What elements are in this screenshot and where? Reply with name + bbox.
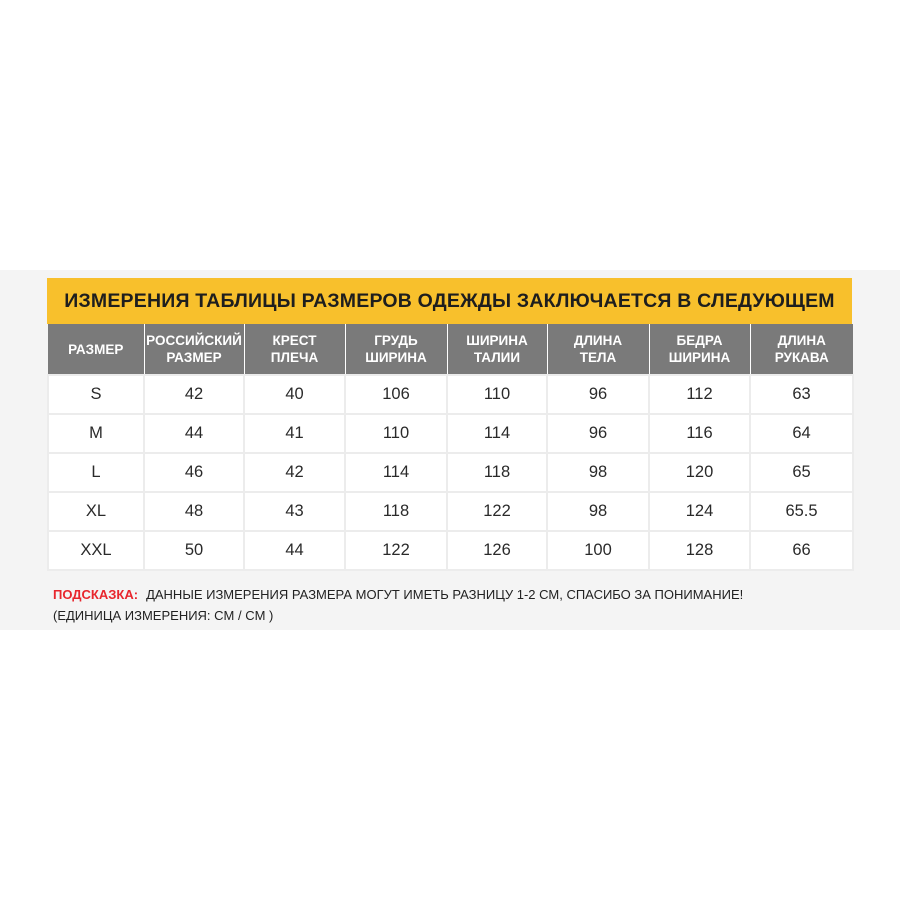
table-cell: 126	[447, 531, 547, 570]
table-cell: S	[48, 375, 144, 414]
table-cell: 96	[547, 375, 649, 414]
size-table	[47, 324, 854, 571]
table-cell: 114	[447, 414, 547, 453]
table-cell: 110	[447, 375, 547, 414]
header-waist-width: ШИРИНА ТАЛИИ	[447, 324, 547, 375]
table-row	[48, 453, 853, 492]
hint-label: ПОДСКАЗКА:	[53, 587, 139, 602]
table-header-row	[48, 324, 853, 375]
table-cell: 116	[649, 414, 750, 453]
table-cell: 100	[547, 531, 649, 570]
size-chart-title: ИЗМЕРЕНИЯ ТАБЛИЦЫ РАЗМЕРОВ ОДЕЖДЫ ЗАКЛЮЧАЕТСЯ В СЛЕДУЮЩЕМ	[47, 278, 852, 324]
table-cell: 66	[750, 531, 853, 570]
header-sleeve-length: ДЛИНА РУКАВА	[750, 324, 853, 375]
header-body-length: ДЛИНА ТЕЛА	[547, 324, 649, 375]
header-shoulder: КРЕСТ ПЛЕЧА	[244, 324, 345, 375]
table-cell: 46	[144, 453, 244, 492]
table-cell: 128	[649, 531, 750, 570]
table-cell: 106	[345, 375, 447, 414]
table-cell: 110	[345, 414, 447, 453]
hint-text: ДАННЫЕ ИЗМЕРЕНИЯ РАЗМЕРА МОГУТ ИМЕТЬ РАЗНИЦУ 1-2 СМ, СПАСИБО ЗА ПОНИМАНИЕ!	[146, 587, 744, 602]
table-cell: L	[48, 453, 144, 492]
table-cell: 118	[345, 492, 447, 531]
measurement-note	[53, 584, 743, 626]
table-cell: 114	[345, 453, 447, 492]
table-cell: 42	[144, 375, 244, 414]
table-cell: 65	[750, 453, 853, 492]
table-cell: 40	[244, 375, 345, 414]
table-row	[48, 375, 853, 414]
table-row	[48, 414, 853, 453]
table-cell: 65.5	[750, 492, 853, 531]
table-cell: 124	[649, 492, 750, 531]
table-cell: 122	[447, 492, 547, 531]
unit-line: (ЕДИНИЦА ИЗМЕРЕНИЯ: CM / CM )	[53, 608, 274, 623]
table-cell: 41	[244, 414, 345, 453]
table-cell: 118	[447, 453, 547, 492]
header-chest-width: ГРУДЬ ШИРИНА	[345, 324, 447, 375]
header-hip-width: БЕДРА ШИРИНА	[649, 324, 750, 375]
table-cell: 63	[750, 375, 853, 414]
table-cell: 96	[547, 414, 649, 453]
table-cell: XL	[48, 492, 144, 531]
table-cell: 43	[244, 492, 345, 531]
table-cell: XXL	[48, 531, 144, 570]
table-cell: 98	[547, 453, 649, 492]
table-row	[48, 531, 853, 570]
table-cell: 48	[144, 492, 244, 531]
header-size: РАЗМЕР	[48, 324, 144, 375]
table-cell: 64	[750, 414, 853, 453]
hint-line	[53, 584, 743, 605]
table-cell: 120	[649, 453, 750, 492]
table-cell: 112	[649, 375, 750, 414]
table-row	[48, 492, 853, 531]
header-russian-size: РОССИЙСКИЙ РАЗМЕР	[144, 324, 244, 375]
table-cell: 42	[244, 453, 345, 492]
table-cell: 98	[547, 492, 649, 531]
table-cell: 50	[144, 531, 244, 570]
table-cell: 44	[144, 414, 244, 453]
table-cell: 44	[244, 531, 345, 570]
table-cell: 122	[345, 531, 447, 570]
table-cell: M	[48, 414, 144, 453]
